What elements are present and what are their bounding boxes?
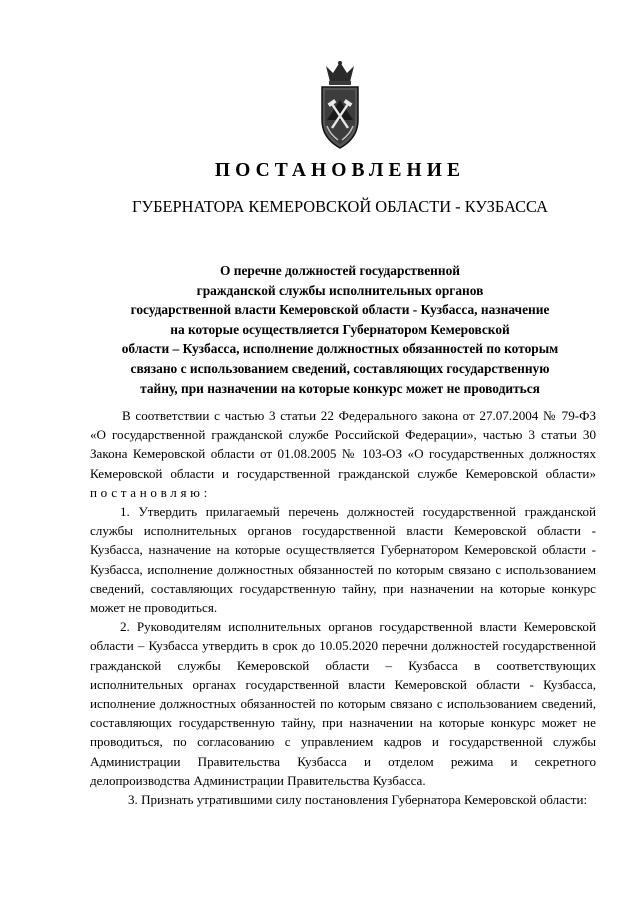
- heading-line: области – Кузбасса, исполнение должностных обязанностей по которым: [121, 341, 559, 357]
- document-subtitle: ГУБЕРНАТОРА КЕМЕРОВСКОЙ ОБЛАСТИ - КУЗБАССА: [132, 197, 548, 216]
- document-body: [90, 406, 596, 809]
- preamble-paragraph: [90, 406, 596, 502]
- decree-word: постановляю:: [90, 484, 211, 500]
- heading-line: на которые осуществляется Губернатором Кемеровской: [170, 321, 510, 337]
- heading-line: тайну, при назначении на которые конкурс может не проводиться: [140, 380, 540, 396]
- coat-of-arms-emblem: [316, 60, 364, 152]
- heading-line: гражданской службы исполнительных органов: [196, 282, 484, 298]
- document-heading: [80, 261, 600, 398]
- heading-line: О перечне должностей государственной: [219, 263, 460, 278]
- numbered-item: 3. Признать утратившими силу постановления Губернатора Кемеровской области:: [128, 792, 588, 808]
- document-title: ПОСТАНОВЛЕНИЕ: [214, 160, 466, 181]
- heading-line: связано с использованием сведений, составляющих государственную: [130, 360, 550, 376]
- heading-line: государственной власти Кемеровской области - Кузбасса, назначение: [130, 302, 550, 318]
- numbered-item: 2. Руководителям исполнительных органов государственной власти Кемеровской области – Кузбасса утвердить в срок до 10.05.2020 перечни должностей государственной гражданской службы Кемеровской области – Кузбасса в соответствующих исполнительных органах государственной власти Кемеровской области - Кузбасса, исполнение должностных обязанностей по которым связано с использованием сведений, составляющих государственную тайну, при назначении на которые конкурс может не проводиться, по согласованию с управлением кадров и государственной службы Администрации Правительства Кузбасса и отделом режима и секретного делопроизводства Администрации Правительства Кузбасса.: [90, 619, 596, 788]
- numbered-item: 1. Утвердить прилагаемый перечень должностей государственной гражданской службы исполнительных органов государственной власти Кемеровской области - Кузбасса, назначение на которые осуществляется Губернатором Кемеровской области - Кузбасса, исполнение должностных обязанностей по которым связано с использованием сведений, составляющих государственную тайну, при назначении на которые конкурс может не проводиться.: [90, 504, 596, 616]
- preamble-text: В соответствии с частью 3 статьи 22 Федерального закона от 27.07.2004 № 79-ФЗ «О государственной гражданской службе Российской Федерации», частью 3 статьи 30 Закона Кемеровской области от 01.08.2005 № 103-ОЗ «О государственных должностях Кемеровской области и государственной гражданской службе Кемеровской области»: [90, 408, 596, 481]
